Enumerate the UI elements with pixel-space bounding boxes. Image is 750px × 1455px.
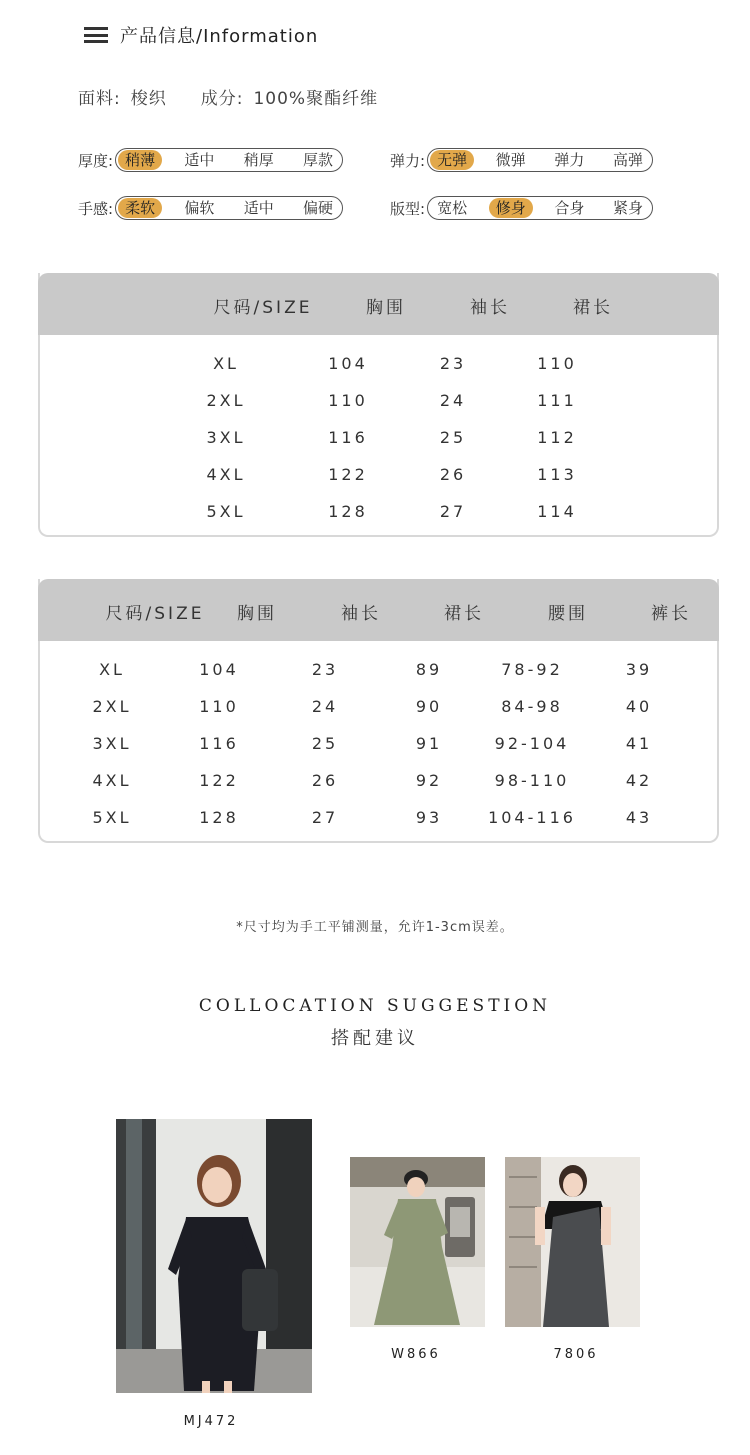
size-cell: 5XL <box>206 502 246 521</box>
product-code-1: MJ472 <box>183 1414 239 1429</box>
table-row <box>40 799 717 836</box>
fit-option: 修身 <box>489 198 533 218</box>
composition-value: 100%聚酯纤维 <box>253 89 379 109</box>
feel-scale <box>115 196 343 220</box>
elasticity-scale <box>427 148 653 172</box>
header-pants-length: 裤长 <box>651 604 691 624</box>
size-cell: 3XL <box>92 734 132 753</box>
table-row <box>40 493 717 530</box>
sleeve-cell: 25 <box>311 734 339 753</box>
size-cell: 3XL <box>206 428 246 447</box>
fit-option: 紧身 <box>613 199 644 217</box>
photo-illustration <box>350 1157 485 1327</box>
fit-scale <box>427 196 653 220</box>
size-table-set <box>38 579 719 843</box>
fabric-info <box>78 84 378 109</box>
product-photo-7806[interactable] <box>505 1157 640 1327</box>
table-header <box>38 273 719 335</box>
material-value: 梭织 <box>130 89 167 109</box>
sleeve-cell: 24 <box>311 697 339 716</box>
section-header <box>84 22 318 48</box>
skirt-length-cell: 89 <box>415 660 443 679</box>
elasticity-label: 弹力: <box>390 151 426 170</box>
collocation-title: COLLOCATION SUGGESTION <box>198 996 552 1016</box>
product-code-2: W866 <box>391 1347 441 1362</box>
skirt-length-cell: 114 <box>537 502 577 521</box>
skirt-length-cell: 93 <box>415 808 443 827</box>
fit-option: 宽松 <box>437 199 468 217</box>
sleeve-cell: 27 <box>311 808 339 827</box>
table-row <box>40 688 717 725</box>
skirt-length-cell: 111 <box>537 391 577 410</box>
elasticity-option: 无弹 <box>430 150 474 170</box>
thickness-option: 稍厚 <box>243 151 274 169</box>
table-row <box>40 651 717 688</box>
bust-cell: 110 <box>199 697 239 716</box>
fit-label: 版型: <box>390 199 426 218</box>
section-title: 产品信息/Information <box>120 26 319 47</box>
pants-length-cell: 40 <box>625 697 653 716</box>
header-bust: 胸围 <box>237 604 277 624</box>
bust-cell: 122 <box>199 771 239 790</box>
waist-cell: 98-110 <box>494 771 570 790</box>
bust-cell: 116 <box>328 428 368 447</box>
bust-cell: 122 <box>328 465 368 484</box>
table-row <box>40 345 717 382</box>
header-skirt-length: 裙长 <box>573 298 613 318</box>
pants-length-cell: 43 <box>625 808 653 827</box>
table-row <box>40 762 717 799</box>
fit-attribute <box>390 196 653 220</box>
skirt-length-cell: 90 <box>415 697 443 716</box>
waist-cell: 104-116 <box>488 808 576 827</box>
composition-label: 成分: <box>200 89 244 109</box>
menu-icon <box>84 27 108 43</box>
thickness-option: 稍薄 <box>118 150 162 170</box>
skirt-length-cell: 91 <box>415 734 443 753</box>
skirt-length-cell: 110 <box>537 354 577 373</box>
feel-option: 适中 <box>243 199 274 217</box>
elasticity-option: 高弹 <box>613 151 644 169</box>
sleeve-cell: 23 <box>311 660 339 679</box>
pants-length-cell: 42 <box>625 771 653 790</box>
collocation-subtitle: 搭配建议 <box>331 1028 419 1049</box>
size-cell: 2XL <box>206 391 246 410</box>
product-code-3: 7806 <box>553 1347 599 1362</box>
bust-cell: 110 <box>328 391 368 410</box>
photo-illustration <box>116 1119 312 1393</box>
thickness-option: 厚款 <box>303 151 334 169</box>
table-row <box>40 456 717 493</box>
table-row <box>40 725 717 762</box>
header-size: 尺码/SIZE <box>213 298 313 318</box>
bust-cell: 104 <box>328 354 368 373</box>
header-sleeve: 袖长 <box>341 604 381 624</box>
feel-label: 手感: <box>78 199 114 218</box>
size-cell: 5XL <box>92 808 132 827</box>
pants-length-cell: 39 <box>625 660 653 679</box>
composition-info <box>201 84 378 109</box>
skirt-length-cell: 92 <box>415 771 443 790</box>
size-cell: 4XL <box>92 771 132 790</box>
skirt-length-cell: 112 <box>537 428 577 447</box>
bust-cell: 104 <box>199 660 239 679</box>
feel-option: 偏硬 <box>303 199 334 217</box>
bust-cell: 128 <box>328 502 368 521</box>
waist-cell: 78-92 <box>501 660 563 679</box>
product-photo-w866[interactable] <box>350 1157 485 1327</box>
product-photo-mj472[interactable] <box>116 1119 312 1393</box>
waist-cell: 84-98 <box>501 697 563 716</box>
sleeve-cell: 25 <box>439 428 467 447</box>
thickness-label: 厚度: <box>78 151 114 170</box>
material-label: 面料: <box>78 89 121 109</box>
size-cell: XL <box>213 354 239 373</box>
elasticity-option: 微弹 <box>495 151 526 169</box>
size-cell: 4XL <box>206 465 246 484</box>
material-info <box>78 84 167 109</box>
size-cell: 2XL <box>92 697 132 716</box>
sleeve-cell: 24 <box>439 391 467 410</box>
thickness-attribute <box>78 148 343 172</box>
bust-cell: 116 <box>199 734 239 753</box>
thickness-scale <box>115 148 343 172</box>
photo-illustration <box>505 1157 640 1327</box>
header-waist: 腰围 <box>548 604 588 624</box>
size-cell: XL <box>99 660 125 679</box>
header-bust: 胸围 <box>366 298 406 318</box>
table-row <box>40 419 717 456</box>
table-body <box>40 335 717 538</box>
sleeve-cell: 26 <box>311 771 339 790</box>
header-skirt-length: 裙长 <box>444 604 484 624</box>
feel-option: 偏软 <box>184 199 215 217</box>
fit-option: 合身 <box>554 199 585 217</box>
pants-length-cell: 41 <box>625 734 653 753</box>
feel-option: 柔软 <box>118 198 162 218</box>
elasticity-attribute <box>390 148 653 172</box>
sleeve-cell: 26 <box>439 465 467 484</box>
bust-cell: 128 <box>199 808 239 827</box>
table-row <box>40 382 717 419</box>
thickness-option: 适中 <box>184 151 215 169</box>
waist-cell: 92-104 <box>494 734 570 753</box>
table-body <box>40 641 717 844</box>
sleeve-cell: 27 <box>439 502 467 521</box>
table-header <box>38 579 719 641</box>
size-table-dress <box>38 273 719 537</box>
elasticity-option: 弹力 <box>554 151 585 169</box>
header-size: 尺码/SIZE <box>105 604 205 624</box>
feel-attribute <box>78 196 343 220</box>
sleeve-cell: 23 <box>439 354 467 373</box>
skirt-length-cell: 113 <box>537 465 577 484</box>
header-sleeve: 袖长 <box>470 298 510 318</box>
measurement-note: *尺寸均为手工平铺测量，允许1-3cm误差。 <box>236 920 514 935</box>
